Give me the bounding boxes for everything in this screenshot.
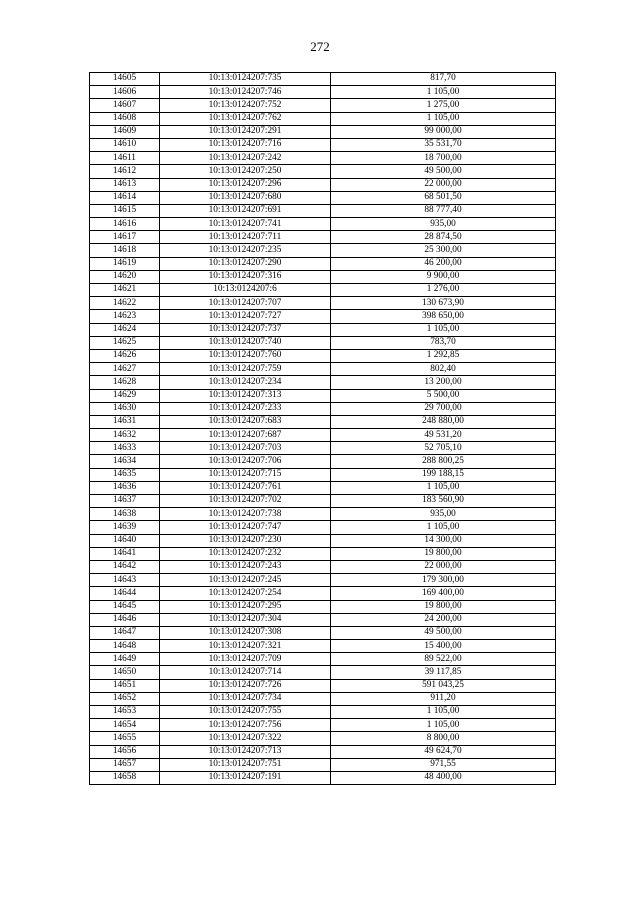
row-number-cell: 14615 <box>90 204 160 217</box>
row-number-cell: 14653 <box>90 706 160 719</box>
value-cell: 398 650,00 <box>331 310 556 323</box>
cadastral-number-cell: 10:13:0124207:254 <box>160 587 331 600</box>
value-cell: 130 673,90 <box>331 297 556 310</box>
table-row <box>90 547 556 560</box>
table-row <box>90 468 556 481</box>
cadastral-number-cell: 10:13:0124207:702 <box>160 495 331 508</box>
row-number-cell: 14656 <box>90 745 160 758</box>
row-number-cell: 14648 <box>90 640 160 653</box>
value-cell: 18 700,00 <box>331 152 556 165</box>
cadastral-number-cell: 10:13:0124207:234 <box>160 376 331 389</box>
row-number-cell: 14622 <box>90 297 160 310</box>
value-cell: 1 105,00 <box>331 481 556 494</box>
value-cell: 24 200,00 <box>331 613 556 626</box>
row-number-cell: 14605 <box>90 73 160 86</box>
table-row <box>90 626 556 639</box>
row-number-cell: 14621 <box>90 284 160 297</box>
cadastral-number-cell: 10:13:0124207:737 <box>160 323 331 336</box>
table-row <box>90 587 556 600</box>
table-row <box>90 218 556 231</box>
table-row <box>90 534 556 547</box>
value-cell: 52 705,10 <box>331 442 556 455</box>
table-row <box>90 336 556 349</box>
value-cell: 1 105,00 <box>331 521 556 534</box>
cadastral-number-cell: 10:13:0124207:734 <box>160 692 331 705</box>
cadastral-number-cell: 10:13:0124207:752 <box>160 99 331 112</box>
cadastral-number-cell: 10:13:0124207:709 <box>160 653 331 666</box>
row-number-cell: 14644 <box>90 587 160 600</box>
table-row <box>90 165 556 178</box>
cadastral-number-cell: 10:13:0124207:687 <box>160 429 331 442</box>
value-cell: 1 105,00 <box>331 719 556 732</box>
cadastral-number-cell: 10:13:0124207:703 <box>160 442 331 455</box>
table-row <box>90 231 556 244</box>
row-number-cell: 14632 <box>90 429 160 442</box>
row-number-cell: 14613 <box>90 178 160 191</box>
row-number-cell: 14608 <box>90 112 160 125</box>
value-cell: 183 560,90 <box>331 495 556 508</box>
cadastral-number-cell: 10:13:0124207:762 <box>160 112 331 125</box>
value-cell: 99 000,00 <box>331 125 556 138</box>
table-row <box>90 112 556 125</box>
cadastral-number-cell: 10:13:0124207:716 <box>160 138 331 151</box>
row-number-cell: 14643 <box>90 574 160 587</box>
table-row <box>90 297 556 310</box>
cadastral-number-cell: 10:13:0124207:714 <box>160 666 331 679</box>
row-number-cell: 14626 <box>90 349 160 362</box>
value-cell: 1 276,00 <box>331 284 556 297</box>
cadastral-number-cell: 10:13:0124207:726 <box>160 679 331 692</box>
table-row <box>90 613 556 626</box>
cadastral-number-cell: 10:13:0124207:727 <box>160 310 331 323</box>
value-cell: 9 900,00 <box>331 270 556 283</box>
table-row <box>90 758 556 771</box>
table-row <box>90 560 556 573</box>
table-row <box>90 574 556 587</box>
cadastral-number-cell: 10:13:0124207:230 <box>160 534 331 547</box>
cadastral-number-cell: 10:13:0124207:296 <box>160 178 331 191</box>
row-number-cell: 14611 <box>90 152 160 165</box>
row-number-cell: 14628 <box>90 376 160 389</box>
table-row <box>90 706 556 719</box>
cadastral-number-cell: 10:13:0124207:747 <box>160 521 331 534</box>
row-number-cell: 14638 <box>90 508 160 521</box>
value-cell: 48 400,00 <box>331 771 556 784</box>
cadastral-number-cell: 10:13:0124207:756 <box>160 719 331 732</box>
table-row <box>90 481 556 494</box>
table-row <box>90 666 556 679</box>
value-cell: 591 043,25 <box>331 679 556 692</box>
value-cell: 199 188,15 <box>331 468 556 481</box>
table-row <box>90 640 556 653</box>
row-number-cell: 14636 <box>90 481 160 494</box>
row-number-cell: 14635 <box>90 468 160 481</box>
cadastral-number-cell: 10:13:0124207:680 <box>160 191 331 204</box>
table-row <box>90 455 556 468</box>
value-cell: 911,20 <box>331 692 556 705</box>
value-cell: 1 105,00 <box>331 706 556 719</box>
row-number-cell: 14640 <box>90 534 160 547</box>
table-row <box>90 284 556 297</box>
row-number-cell: 14617 <box>90 231 160 244</box>
table-row <box>90 270 556 283</box>
cadastral-number-cell: 10:13:0124207:707 <box>160 297 331 310</box>
table-row <box>90 363 556 376</box>
table-row <box>90 495 556 508</box>
cadastral-number-cell: 10:13:0124207:683 <box>160 415 331 428</box>
cadastral-number-cell: 10:13:0124207:746 <box>160 86 331 99</box>
table-body <box>90 73 556 785</box>
row-number-cell: 14641 <box>90 547 160 560</box>
table-row <box>90 73 556 86</box>
row-number-cell: 14625 <box>90 336 160 349</box>
value-cell: 5 500,00 <box>331 389 556 402</box>
table-row <box>90 442 556 455</box>
value-cell: 46 200,00 <box>331 257 556 270</box>
row-number-cell: 14610 <box>90 138 160 151</box>
table-row <box>90 692 556 705</box>
value-cell: 19 800,00 <box>331 600 556 613</box>
row-number-cell: 14618 <box>90 244 160 257</box>
row-number-cell: 14650 <box>90 666 160 679</box>
row-number-cell: 14651 <box>90 679 160 692</box>
table-row <box>90 86 556 99</box>
row-number-cell: 14629 <box>90 389 160 402</box>
cadastral-number-cell: 10:13:0124207:313 <box>160 389 331 402</box>
table-row <box>90 679 556 692</box>
row-number-cell: 14633 <box>90 442 160 455</box>
cadastral-number-cell: 10:13:0124207:191 <box>160 771 331 784</box>
cadastral-number-cell: 10:13:0124207:691 <box>160 204 331 217</box>
row-number-cell: 14630 <box>90 402 160 415</box>
table-row <box>90 402 556 415</box>
cadastral-number-cell: 10:13:0124207:308 <box>160 626 331 639</box>
cadastral-number-cell: 10:13:0124207:322 <box>160 732 331 745</box>
row-number-cell: 14637 <box>90 495 160 508</box>
row-number-cell: 14639 <box>90 521 160 534</box>
table-row <box>90 600 556 613</box>
value-cell: 971,55 <box>331 758 556 771</box>
cadastral-number-cell: 10:13:0124207:741 <box>160 218 331 231</box>
row-number-cell: 14612 <box>90 165 160 178</box>
row-number-cell: 14620 <box>90 270 160 283</box>
value-cell: 1 275,00 <box>331 99 556 112</box>
value-cell: 22 000,00 <box>331 560 556 573</box>
row-number-cell: 14616 <box>90 218 160 231</box>
row-number-cell: 14631 <box>90 415 160 428</box>
cadastral-number-cell: 10:13:0124207:295 <box>160 600 331 613</box>
value-cell: 29 700,00 <box>331 402 556 415</box>
cadastral-number-cell: 10:13:0124207:250 <box>160 165 331 178</box>
value-cell: 15 400,00 <box>331 640 556 653</box>
cadastral-number-cell: 10:13:0124207:735 <box>160 73 331 86</box>
table-row <box>90 323 556 336</box>
table-row <box>90 99 556 112</box>
row-number-cell: 14655 <box>90 732 160 745</box>
value-cell: 89 522,00 <box>331 653 556 666</box>
cadastral-number-cell: 10:13:0124207:706 <box>160 455 331 468</box>
row-number-cell: 14645 <box>90 600 160 613</box>
cadastral-number-cell: 10:13:0124207:321 <box>160 640 331 653</box>
table-row <box>90 244 556 257</box>
row-number-cell: 14606 <box>90 86 160 99</box>
row-number-cell: 14627 <box>90 363 160 376</box>
row-number-cell: 14642 <box>90 560 160 573</box>
cadastral-number-cell: 10:13:0124207:291 <box>160 125 331 138</box>
cadastral-number-cell: 10:13:0124207:738 <box>160 508 331 521</box>
table-row <box>90 508 556 521</box>
table-row <box>90 389 556 402</box>
table-row <box>90 719 556 732</box>
value-cell: 68 501,50 <box>331 191 556 204</box>
row-number-cell: 14614 <box>90 191 160 204</box>
cadastral-number-cell: 10:13:0124207:245 <box>160 574 331 587</box>
row-number-cell: 14634 <box>90 455 160 468</box>
cadastral-number-cell: 10:13:0124207:760 <box>160 349 331 362</box>
value-cell: 22 000,00 <box>331 178 556 191</box>
cadastral-number-cell: 10:13:0124207:290 <box>160 257 331 270</box>
table-row <box>90 376 556 389</box>
table-row <box>90 257 556 270</box>
row-number-cell: 14619 <box>90 257 160 270</box>
table-row <box>90 771 556 784</box>
value-cell: 19 800,00 <box>331 547 556 560</box>
value-cell: 288 800,25 <box>331 455 556 468</box>
table-row <box>90 349 556 362</box>
table-row <box>90 732 556 745</box>
cadastral-number-cell: 10:13:0124207:761 <box>160 481 331 494</box>
table-row <box>90 521 556 534</box>
value-cell: 783,70 <box>331 336 556 349</box>
table-row <box>90 310 556 323</box>
table-row <box>90 125 556 138</box>
cadastral-number-cell: 10:13:0124207:715 <box>160 468 331 481</box>
value-cell: 1 105,00 <box>331 112 556 125</box>
value-cell: 13 200,00 <box>331 376 556 389</box>
value-cell: 1 292,85 <box>331 349 556 362</box>
cadastral-number-cell: 10:13:0124207:233 <box>160 402 331 415</box>
row-number-cell: 14657 <box>90 758 160 771</box>
table-row <box>90 191 556 204</box>
row-number-cell: 14607 <box>90 99 160 112</box>
value-cell: 35 531,70 <box>331 138 556 151</box>
table-row <box>90 429 556 442</box>
value-cell: 88 777,40 <box>331 204 556 217</box>
value-cell: 49 531,20 <box>331 429 556 442</box>
row-number-cell: 14649 <box>90 653 160 666</box>
value-cell: 1 105,00 <box>331 86 556 99</box>
cadastral-number-cell: 10:13:0124207:711 <box>160 231 331 244</box>
table-row <box>90 152 556 165</box>
row-number-cell: 14646 <box>90 613 160 626</box>
value-cell: 25 300,00 <box>331 244 556 257</box>
value-cell: 49 624,70 <box>331 745 556 758</box>
cadastral-number-cell: 10:13:0124207:759 <box>160 363 331 376</box>
value-cell: 8 800,00 <box>331 732 556 745</box>
table-row <box>90 138 556 151</box>
table-row <box>90 653 556 666</box>
value-cell: 817,70 <box>331 73 556 86</box>
table-row <box>90 415 556 428</box>
value-cell: 39 117,85 <box>331 666 556 679</box>
cadastral-number-cell: 10:13:0124207:6 <box>160 284 331 297</box>
cadastral-number-cell: 10:13:0124207:242 <box>160 152 331 165</box>
row-number-cell: 14623 <box>90 310 160 323</box>
value-cell: 179 300,00 <box>331 574 556 587</box>
cadastral-number-cell: 10:13:0124207:304 <box>160 613 331 626</box>
cadastral-number-cell: 10:13:0124207:232 <box>160 547 331 560</box>
value-cell: 248 880,00 <box>331 415 556 428</box>
row-number-cell: 14609 <box>90 125 160 138</box>
value-cell: 935,00 <box>331 218 556 231</box>
table-row <box>90 178 556 191</box>
cadastral-number-cell: 10:13:0124207:751 <box>160 758 331 771</box>
value-cell: 802,40 <box>331 363 556 376</box>
data-table <box>89 72 556 785</box>
cadastral-number-cell: 10:13:0124207:740 <box>160 336 331 349</box>
cadastral-number-cell: 10:13:0124207:235 <box>160 244 331 257</box>
value-cell: 49 500,00 <box>331 165 556 178</box>
row-number-cell: 14652 <box>90 692 160 705</box>
value-cell: 935,00 <box>331 508 556 521</box>
value-cell: 28 874,50 <box>331 231 556 244</box>
value-cell: 169 400,00 <box>331 587 556 600</box>
cadastral-number-cell: 10:13:0124207:755 <box>160 706 331 719</box>
row-number-cell: 14647 <box>90 626 160 639</box>
table-row <box>90 204 556 217</box>
page-number: 272 <box>310 39 330 54</box>
value-cell: 14 300,00 <box>331 534 556 547</box>
cadastral-number-cell: 10:13:0124207:316 <box>160 270 331 283</box>
row-number-cell: 14658 <box>90 771 160 784</box>
cadastral-number-cell: 10:13:0124207:243 <box>160 560 331 573</box>
value-cell: 49 500,00 <box>331 626 556 639</box>
row-number-cell: 14624 <box>90 323 160 336</box>
row-number-cell: 14654 <box>90 719 160 732</box>
value-cell: 1 105,00 <box>331 323 556 336</box>
cadastral-number-cell: 10:13:0124207:713 <box>160 745 331 758</box>
table-row <box>90 745 556 758</box>
